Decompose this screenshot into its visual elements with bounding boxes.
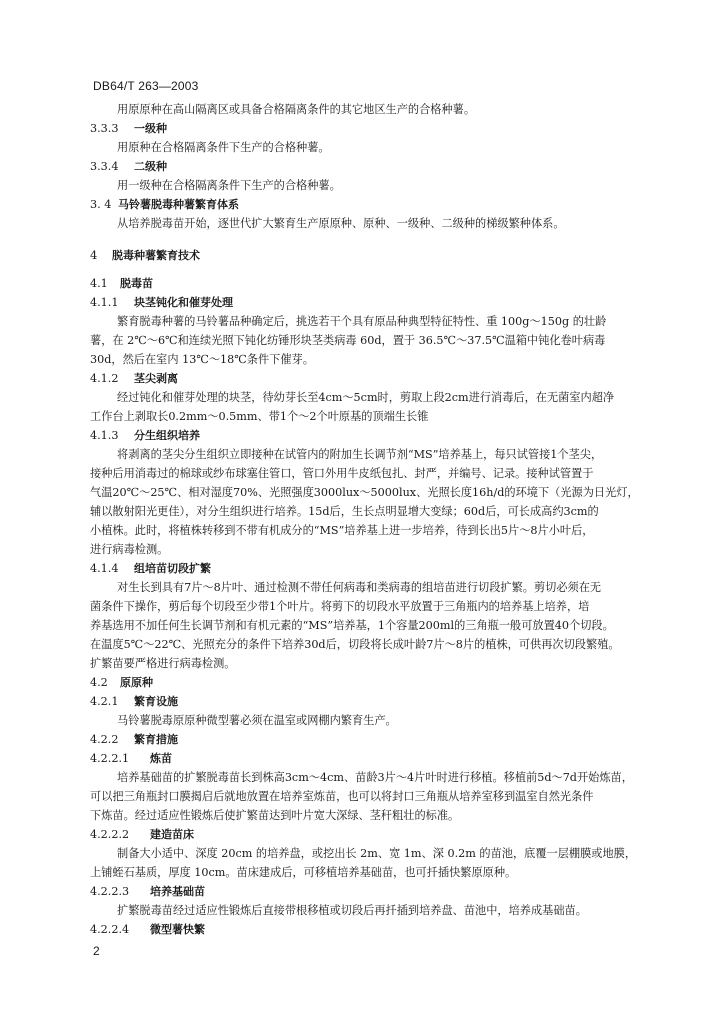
section-heading-4-2-2-2 xyxy=(90,825,665,844)
paragraph-line: 可以把三角瓶封口膜揭启后就地放置在培养室炼苗，也可以将封口三角瓶从培养室移到温室自然光条件 xyxy=(90,790,594,803)
paragraph: 用原原种在高山隔离区或具备合格隔离条件的其它地区生产的合格种薯。 xyxy=(117,103,476,116)
section-heading-4-1-4 xyxy=(90,559,665,578)
paragraph-line: 小植株。此时，将植株转移到不带有机成分的“MS”培养基上进一步培养，待到长出5片～8片小叶后， xyxy=(90,524,594,537)
section-number: 4.2.2.2 xyxy=(90,828,130,841)
section-number: 4.1.1 xyxy=(90,296,119,309)
section-number: 4.2.2.3 xyxy=(90,885,130,898)
paragraph-line: 在温度5℃～22℃、光照充分的条件下培养30d后，切段将长成叶龄7片～8片的植株，可供再次切段繁殖。 xyxy=(90,638,620,651)
paragraph-line: 气温20℃～25℃、相对湿度70%、光照强度3000lux～5000lux、光照长度16h/d的环境下（光源为日光灯， xyxy=(90,486,639,499)
section-heading-4-2 xyxy=(90,673,665,692)
paragraph-line: 辅以散射阳光更佳），对分生组织进行培养。15d后，生长点明显增大变绿；60d后，可长成高约3cm的 xyxy=(90,505,599,518)
section-title: 马铃薯脱毒种薯繁育体系 xyxy=(118,198,239,211)
section-heading-4-2-2-4 xyxy=(90,920,665,939)
paragraph-line: 进行病毒检测。 xyxy=(90,543,169,556)
paragraph: 用原种在合格隔离条件下生产的合格种薯。 xyxy=(117,141,330,154)
paragraph-line: 培养基础苗的扩繁脱毒苗长到株高3cm～4cm、苗龄3片～4片叶时进行移植。移植前5d～7d开始炼苗， xyxy=(117,771,633,784)
paragraph-line: 接种后用消毒过的棉球或纱布球塞住管口，管口外用牛皮纸包扎、封严，并编号、记录。接种试管置于 xyxy=(90,467,594,480)
section-title: 块茎钝化和催芽处理 xyxy=(134,296,233,309)
section-number: 4.2.2.4 xyxy=(90,923,130,936)
chapter-heading-4 xyxy=(90,246,665,265)
section-heading-4-1-1 xyxy=(90,293,665,312)
section-title: 培养基础苗 xyxy=(150,885,205,898)
section-heading-4-1-3 xyxy=(90,426,665,445)
section-number: 4.1.3 xyxy=(90,429,119,442)
paragraph-line: 30d，然后在室内 13℃～18℃条件下催芽。 xyxy=(90,353,314,366)
section-title: 炼苗 xyxy=(150,752,172,765)
section-number: 4.1.2 xyxy=(90,372,119,385)
section-heading-4-1-2 xyxy=(90,369,665,388)
section-title: 建造苗床 xyxy=(150,828,194,841)
section-title: 二级种 xyxy=(134,160,167,173)
paragraph: 从培养脱毒苗开始，逐世代扩大繁育生产原原种、原种、一级种、二级种的梯级繁种体系。 xyxy=(117,217,565,230)
section-number: 4 xyxy=(90,248,98,262)
paragraph-line: 繁育脱毒种薯的马铃薯品种确定后，挑选若干个具有原品种典型特征特性、重 100g～150g 的壮龄 xyxy=(117,315,607,328)
paragraph-line: 下炼苗。经过适应性锻炼后使扩繁苗达到叶片宽大深绿、茎秆粗壮的标准。 xyxy=(90,809,460,822)
section-number: 4.2.2.1 xyxy=(90,752,130,765)
section-title: 繁育设施 xyxy=(134,695,178,708)
section-number: 4.2.1 xyxy=(90,695,119,708)
paragraph: 马铃薯脱毒原原种微型薯必须在温室或网棚内繁育生产。 xyxy=(117,714,397,727)
paragraph-line: 扩繁苗要严格进行病毒检测。 xyxy=(90,657,236,670)
section-number: 3.3.4 xyxy=(90,160,119,173)
paragraph-line: 上铺蛭石基质，厚度 10cm。苗床建成后，可移植培养基础苗，也可扦插快繁原原种。 xyxy=(90,866,517,879)
section-heading-4-2-2-3 xyxy=(90,882,665,901)
paragraph-line: 菌条件下操作，剪后每个切段至少带1个叶片。将剪下的切段水平放置于三角瓶内的培养基上培养，培 xyxy=(90,600,590,613)
paragraph-line: 养基选用不加任何生长调节剂和有机元素的“MS”培养基，1个容量200ml的三角瓶一般可放置40个切段。 xyxy=(90,619,614,632)
page-number: 2 xyxy=(93,944,100,958)
section-title: 脱毒苗 xyxy=(120,277,153,290)
paragraph-line: 经过钝化和催芽处理的块茎，待幼芽长至4cm～5cm时，剪取上段2cm进行消毒后，在无菌室内超净 xyxy=(117,391,615,404)
paragraph-line: 对生长到具有7片～8片叶、通过检测不带任何病毒和类病毒的组培苗进行切段扩繁。剪切必须在无 xyxy=(117,581,602,594)
section-title: 脱毒种薯繁育技术 xyxy=(112,249,200,262)
section-title: 一级种 xyxy=(134,122,167,135)
section-heading-4-2-2 xyxy=(90,730,665,749)
section-heading-4-2-2-1 xyxy=(90,749,665,768)
section-heading-3-3-4 xyxy=(90,157,665,176)
paragraph-line: 将剥离的茎尖分生组织立即接种在试管内的附加生长调节剂“MS”培养基上，每只试管接1个茎尖， xyxy=(117,448,603,461)
standard-code: DB64/T 263—2003 xyxy=(93,79,199,93)
section-number: 3. 4 xyxy=(90,198,112,211)
section-number: 4.2.2 xyxy=(90,733,119,746)
section-title: 微型薯快繁 xyxy=(150,923,205,936)
paragraph-line: 工作台上剥取长0.2mm～0.5mm、带1个～2个叶原基的顶端生长锥 xyxy=(90,410,429,423)
section-title: 组培苗切段扩繁 xyxy=(134,562,211,575)
paragraph: 扩繁脱毒苗经过适应性锻炼后直接带根移植或切段后再扦插到培养盘、苗池中，培养成基础苗。 xyxy=(117,904,587,917)
section-number: 4.1 xyxy=(90,277,108,290)
section-number: 4.1.4 xyxy=(90,562,119,575)
section-title: 原原种 xyxy=(120,676,153,689)
section-heading-4-2-1 xyxy=(90,692,665,711)
section-heading-3-4 xyxy=(90,195,665,214)
section-heading-3-3-3 xyxy=(90,119,665,138)
section-number: 4.2 xyxy=(90,676,108,689)
document-body xyxy=(90,100,665,939)
paragraph: 用一级种在合格隔离条件下生产的合格种薯。 xyxy=(117,179,341,192)
paragraph-line: 制备大小适中、深度 20cm 的培养盘，或挖出长 2m、宽 1m、深 0.2m 的苗池，底覆一层棚膜或地膜， xyxy=(117,847,637,860)
section-number: 3.3.3 xyxy=(90,122,119,135)
section-title: 分生组织培养 xyxy=(134,429,200,442)
paragraph-line: 薯，在 2℃～6℃和连续光照下钝化纺锤形块茎类病毒 60d，置于 36.5℃～37.5℃温箱中钝化卷叶病毒 xyxy=(90,334,606,347)
section-title: 茎尖剥离 xyxy=(134,372,178,385)
section-heading-4-1 xyxy=(90,274,665,293)
section-title: 繁育措施 xyxy=(134,733,178,746)
